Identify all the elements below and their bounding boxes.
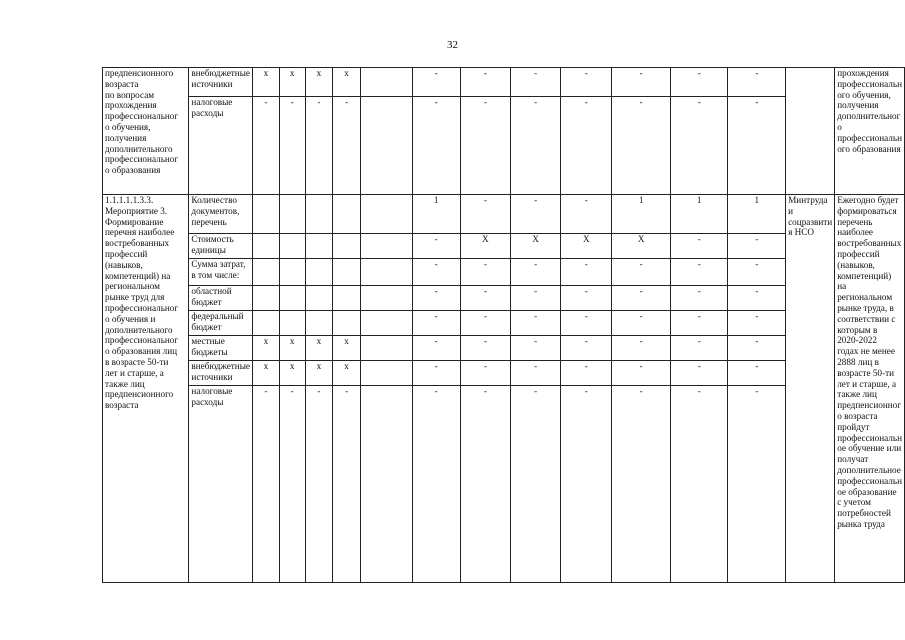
value-cell (333, 195, 361, 234)
value-cell: - (728, 234, 786, 259)
value-cell: - (670, 259, 728, 286)
value-cell: - (728, 68, 786, 97)
value-cell: Х (612, 234, 671, 259)
value-cell: - (670, 361, 728, 386)
value-cell (305, 234, 333, 259)
value-cell: 1 (670, 195, 728, 234)
value-cell: х (333, 361, 361, 386)
value-cell: - (561, 68, 612, 97)
value-cell (333, 259, 361, 286)
value-cell: - (728, 97, 786, 195)
value-cell (360, 195, 412, 234)
value-cell: - (460, 311, 510, 336)
value-cell (252, 286, 279, 311)
value-cell: х (305, 68, 333, 97)
value-cell: х (305, 336, 333, 361)
indicator-cell: налоговые расходы (189, 97, 253, 195)
table-row (103, 195, 905, 234)
value-cell: - (252, 97, 279, 195)
value-cell (360, 336, 412, 361)
page-number: 32 (447, 39, 458, 51)
value-cell: - (460, 97, 510, 195)
value-cell: - (279, 386, 305, 583)
value-cell: х (279, 336, 305, 361)
value-cell (333, 286, 361, 311)
value-cell: х (252, 68, 279, 97)
value-cell: - (612, 68, 671, 97)
value-cell: - (333, 386, 361, 583)
value-cell (360, 97, 412, 195)
table-row (103, 97, 905, 195)
table-row (103, 68, 905, 97)
indicator-cell: Количество документов, перечень (189, 195, 253, 234)
table-row (103, 361, 905, 386)
indicator-cell: внебюджетные источники (189, 361, 253, 386)
value-cell: - (412, 361, 460, 386)
value-cell: - (510, 259, 560, 286)
value-cell: - (612, 97, 671, 195)
value-cell: - (510, 336, 560, 361)
value-cell (305, 259, 333, 286)
value-cell: - (612, 336, 671, 361)
value-cell: - (510, 68, 560, 97)
value-cell: - (612, 361, 671, 386)
result-cell: прохождения профессиональн ого обучения, получения дополнительног о профессиональн ого образования (835, 68, 905, 195)
table-row (103, 286, 905, 311)
indicator-cell: Сумма затрат, в том числе: (189, 259, 253, 286)
value-cell: Х (460, 234, 510, 259)
value-cell: - (333, 97, 361, 195)
value-cell: - (561, 311, 612, 336)
value-cell: - (612, 386, 671, 583)
value-cell: - (670, 286, 728, 311)
value-cell: - (670, 234, 728, 259)
value-cell: х (333, 68, 361, 97)
value-cell: - (412, 286, 460, 311)
table-row (103, 311, 905, 336)
value-cell: Х (510, 234, 560, 259)
value-cell (333, 311, 361, 336)
table-row (103, 386, 905, 583)
result-cell: Ежегодно будет формироваться перечень наиболее востребованных профессий (навыков, компетенций) на региональном рынке труда, в соответствии с которым в 2020-2022 годах не менее 2888 лиц в возрасте 50-ти лет и старше, а также лиц предпенсионног о возраста пройдут профессиональн ое обучение или получат дополнительное профессиональн ое образование с учетом потребностей рынка труда (835, 195, 905, 583)
value-cell (305, 311, 333, 336)
indicator-cell: внебюджетные источники (189, 68, 253, 97)
value-cell (252, 311, 279, 336)
value-cell: - (510, 361, 560, 386)
value-cell (279, 195, 305, 234)
value-cell (360, 286, 412, 311)
value-cell: - (412, 386, 460, 583)
indicator-cell: налоговые расходы (189, 386, 253, 583)
value-cell (360, 68, 412, 97)
value-cell: - (412, 97, 460, 195)
value-cell (360, 386, 412, 583)
value-cell (252, 234, 279, 259)
value-cell: - (510, 195, 560, 234)
value-cell: - (728, 336, 786, 361)
value-cell: - (561, 336, 612, 361)
value-cell: - (561, 286, 612, 311)
value-cell: - (305, 386, 333, 583)
value-cell: - (460, 286, 510, 311)
value-cell: 1 (728, 195, 786, 234)
executor-cell (786, 68, 835, 195)
value-cell: - (670, 386, 728, 583)
value-cell: х (279, 68, 305, 97)
executor-cell: Минтруда и соцразвити я НСО (786, 195, 835, 583)
value-cell: - (460, 259, 510, 286)
table-row (103, 336, 905, 361)
value-cell: - (728, 361, 786, 386)
value-cell: - (670, 311, 728, 336)
table-row (103, 234, 905, 259)
value-cell: - (561, 195, 612, 234)
value-cell (252, 195, 279, 234)
value-cell (252, 259, 279, 286)
value-cell: - (412, 259, 460, 286)
value-cell: - (412, 311, 460, 336)
value-cell: - (510, 97, 560, 195)
value-cell: - (561, 361, 612, 386)
value-cell: - (279, 97, 305, 195)
value-cell (305, 195, 333, 234)
value-cell (360, 234, 412, 259)
value-cell: - (412, 234, 460, 259)
value-cell: - (510, 386, 560, 583)
value-cell: - (460, 386, 510, 583)
program-measures-table (102, 67, 905, 583)
measure-cell: предпенсионного возраста по вопросам прохождения профессиональног о обучения, получения дополнительного профессиональног о образования (103, 68, 189, 195)
value-cell: - (460, 336, 510, 361)
value-cell: - (510, 311, 560, 336)
value-cell: х (305, 361, 333, 386)
measure-cell: 1.1.1.1.1.3.3. Мероприятие 3. Формирование перечня наиболее востребованных профессий (навыков, компетенций) на региональном рынке труд для профессиональног о обучения и дополнительного профессиональног о образования лиц в возрасте 50-ти лет и старше, а также лиц предпенсионного возраста (103, 195, 189, 583)
value-cell: - (510, 286, 560, 311)
value-cell: х (279, 361, 305, 386)
value-cell (279, 234, 305, 259)
value-cell: 1 (412, 195, 460, 234)
value-cell: - (460, 68, 510, 97)
value-cell: - (670, 97, 728, 195)
indicator-cell: областной бюджет (189, 286, 253, 311)
value-cell: - (305, 97, 333, 195)
value-cell (360, 311, 412, 336)
value-cell (333, 234, 361, 259)
value-cell: Х (561, 234, 612, 259)
value-cell: - (612, 259, 671, 286)
value-cell: - (561, 386, 612, 583)
value-cell: - (728, 259, 786, 286)
value-cell: х (252, 336, 279, 361)
value-cell: - (728, 311, 786, 336)
value-cell: х (333, 336, 361, 361)
value-cell: - (412, 336, 460, 361)
value-cell: - (561, 97, 612, 195)
value-cell: 1 (612, 195, 671, 234)
value-cell (360, 361, 412, 386)
value-cell: - (460, 361, 510, 386)
value-cell: - (612, 311, 671, 336)
value-cell: - (412, 68, 460, 97)
indicator-cell: Стоимость единицы (189, 234, 253, 259)
value-cell (279, 259, 305, 286)
value-cell: - (252, 386, 279, 583)
value-cell: - (612, 286, 671, 311)
value-cell: - (561, 259, 612, 286)
value-cell (279, 286, 305, 311)
indicator-cell: местные бюджеты (189, 336, 253, 361)
value-cell: - (670, 68, 728, 97)
value-cell (360, 259, 412, 286)
value-cell: - (460, 195, 510, 234)
indicator-cell: федеральный бюджет (189, 311, 253, 336)
value-cell: - (728, 386, 786, 583)
table-row (103, 259, 905, 286)
value-cell (305, 286, 333, 311)
value-cell (279, 311, 305, 336)
value-cell: х (252, 361, 279, 386)
value-cell: - (670, 336, 728, 361)
value-cell: - (728, 286, 786, 311)
